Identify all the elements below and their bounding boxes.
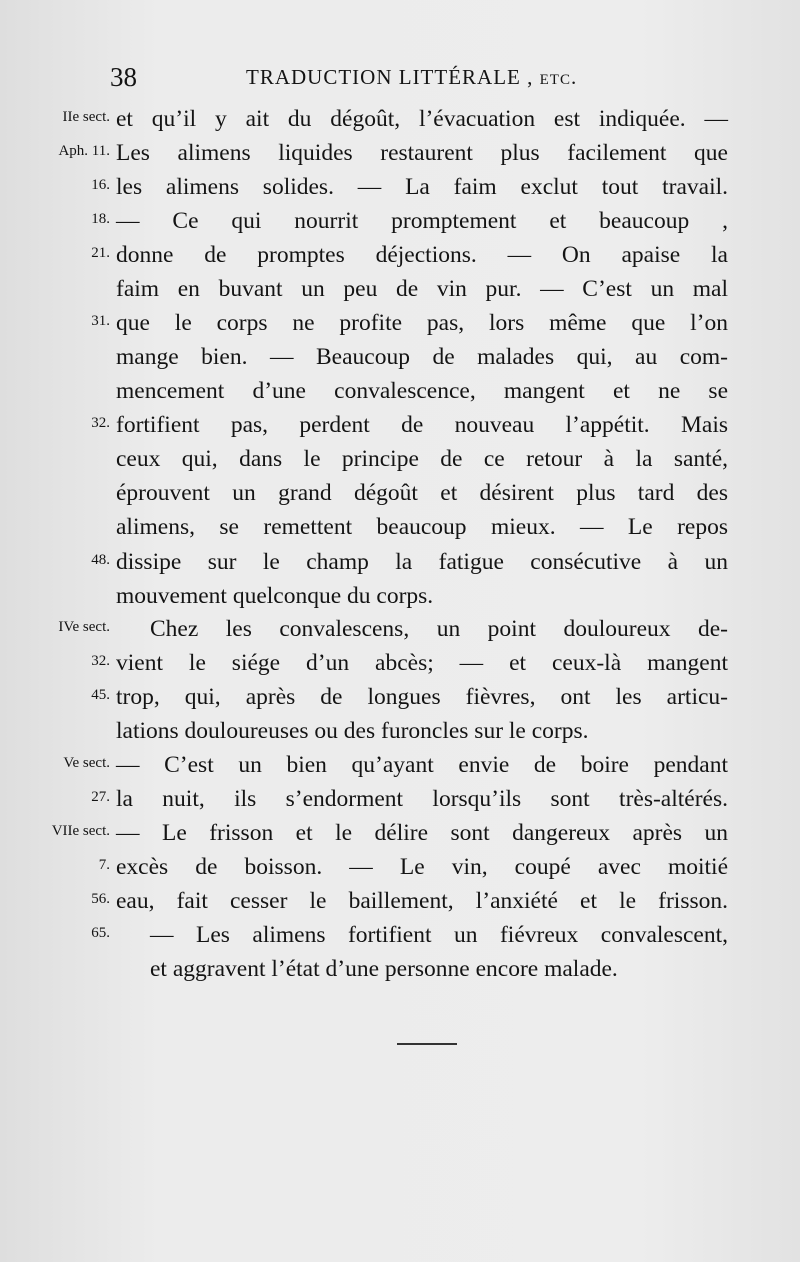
line-text: — Ce qui nourrit promptement et beaucoup , — [116, 208, 728, 234]
line-text: — C’est un bien qu’ayant envie de boire pendant — [116, 752, 728, 778]
line-text: vient le siége d’un abcès; — et ceux-là mangent — [116, 650, 728, 676]
line-text: alimens, se remettent beaucoup mieux. — Le repos — [116, 514, 728, 540]
text-line — [0, 918, 800, 952]
margin-reference: Ve sect. — [63, 755, 110, 771]
margin-reference: 31. — [91, 313, 110, 329]
text-line — [0, 476, 800, 510]
line-text: eau, fait cesser le baillement, l’anxiété et le frisson. — [116, 888, 728, 914]
line-text: ceux qui, dans le principe de ce retour à la santé, — [116, 446, 728, 472]
text-line — [0, 952, 800, 986]
text-line — [0, 850, 800, 884]
text-line — [0, 306, 800, 340]
line-text: faim en buvant un peu de vin pur. — C’est un mal — [116, 276, 728, 302]
line-text: excès de boisson. — Le vin, coupé avec moitié — [116, 854, 728, 880]
page-number: 38 — [110, 62, 137, 92]
text-line — [0, 408, 800, 442]
text-line — [0, 510, 800, 544]
margin-reference: 21. — [91, 245, 110, 261]
section-rule — [397, 1043, 457, 1045]
line-text: mencement d’une convalescence, mangent et ne se — [116, 378, 728, 404]
line-text: fortifient pas, perdent de nouveau l’appétit. Mais — [116, 412, 728, 438]
text-line — [0, 816, 800, 850]
text-line — [0, 272, 800, 306]
line-text: la nuit, ils s’endorment lorsqu’ils sont très-altérés. — [116, 786, 728, 812]
text-line — [0, 102, 800, 136]
text-line — [0, 340, 800, 374]
text-line — [0, 714, 800, 748]
text-line — [0, 374, 800, 408]
margin-reference: IIe sect. — [62, 109, 110, 125]
margin-reference: 65. — [91, 925, 110, 941]
line-text: mange bien. — Beaucoup de malades qui, au com- — [116, 344, 728, 370]
text-line — [0, 646, 800, 680]
text-line — [0, 442, 800, 476]
text-line — [0, 782, 800, 816]
page-header — [0, 62, 800, 102]
text-line — [0, 748, 800, 782]
line-text: — Les alimens fortifient un fiévreux convalescent, — [150, 922, 728, 948]
text-line — [0, 204, 800, 238]
margin-reference: VIIe sect. — [51, 823, 110, 839]
margin-reference: Aph. 11. — [58, 143, 110, 159]
margin-reference: 32. — [91, 415, 110, 431]
margin-reference: 16. — [91, 177, 110, 193]
margin-reference: 56. — [91, 891, 110, 907]
line-text: mouvement quelconque du corps. — [116, 583, 434, 609]
margin-reference: 32. — [91, 653, 110, 669]
margin-reference: 18. — [91, 211, 110, 227]
margin-reference: 48. — [91, 552, 110, 568]
line-text: que le corps ne profite pas, lors même que l’on — [116, 310, 728, 336]
text-line — [0, 170, 800, 204]
line-text: les alimens solides. — La faim exclut tout travail. — [116, 174, 728, 200]
text-line — [0, 136, 800, 170]
line-text: éprouvent un grand dégoût et désirent plus tard des — [116, 480, 728, 506]
margin-reference: 27. — [91, 789, 110, 805]
line-text: — Le frisson et le délire sont dangereux après un — [116, 820, 728, 846]
line-text: dissipe sur le champ la fatigue consécutive à un — [116, 549, 728, 575]
text-line — [0, 680, 800, 714]
line-text: Les alimens liquides restaurent plus facilement que — [116, 140, 728, 166]
text-line — [0, 612, 800, 646]
text-line — [0, 545, 800, 579]
line-text: trop, qui, après de longues fièvres, ont les articu- — [116, 684, 728, 710]
text-line — [0, 238, 800, 272]
text-line — [0, 884, 800, 918]
line-text: et qu’il y ait du dégoût, l’évacuation est indiquée. — — [116, 106, 728, 132]
line-text: lations douloureuses ou des furoncles sur le corps. — [116, 718, 589, 744]
margin-reference: IVe sect. — [58, 619, 110, 635]
margin-reference: 7. — [98, 857, 110, 873]
running-title: TRADUCTION LITTÉRALE , etc. — [246, 65, 578, 89]
line-text: Chez les convalescens, un point douloureux de- — [150, 616, 728, 642]
margin-reference: 45. — [91, 687, 110, 703]
line-text: donne de promptes déjections. — On apaise la — [116, 242, 728, 268]
line-text: et aggravent l’état d’une personne encore malade. — [150, 956, 618, 982]
text-line — [0, 579, 800, 613]
